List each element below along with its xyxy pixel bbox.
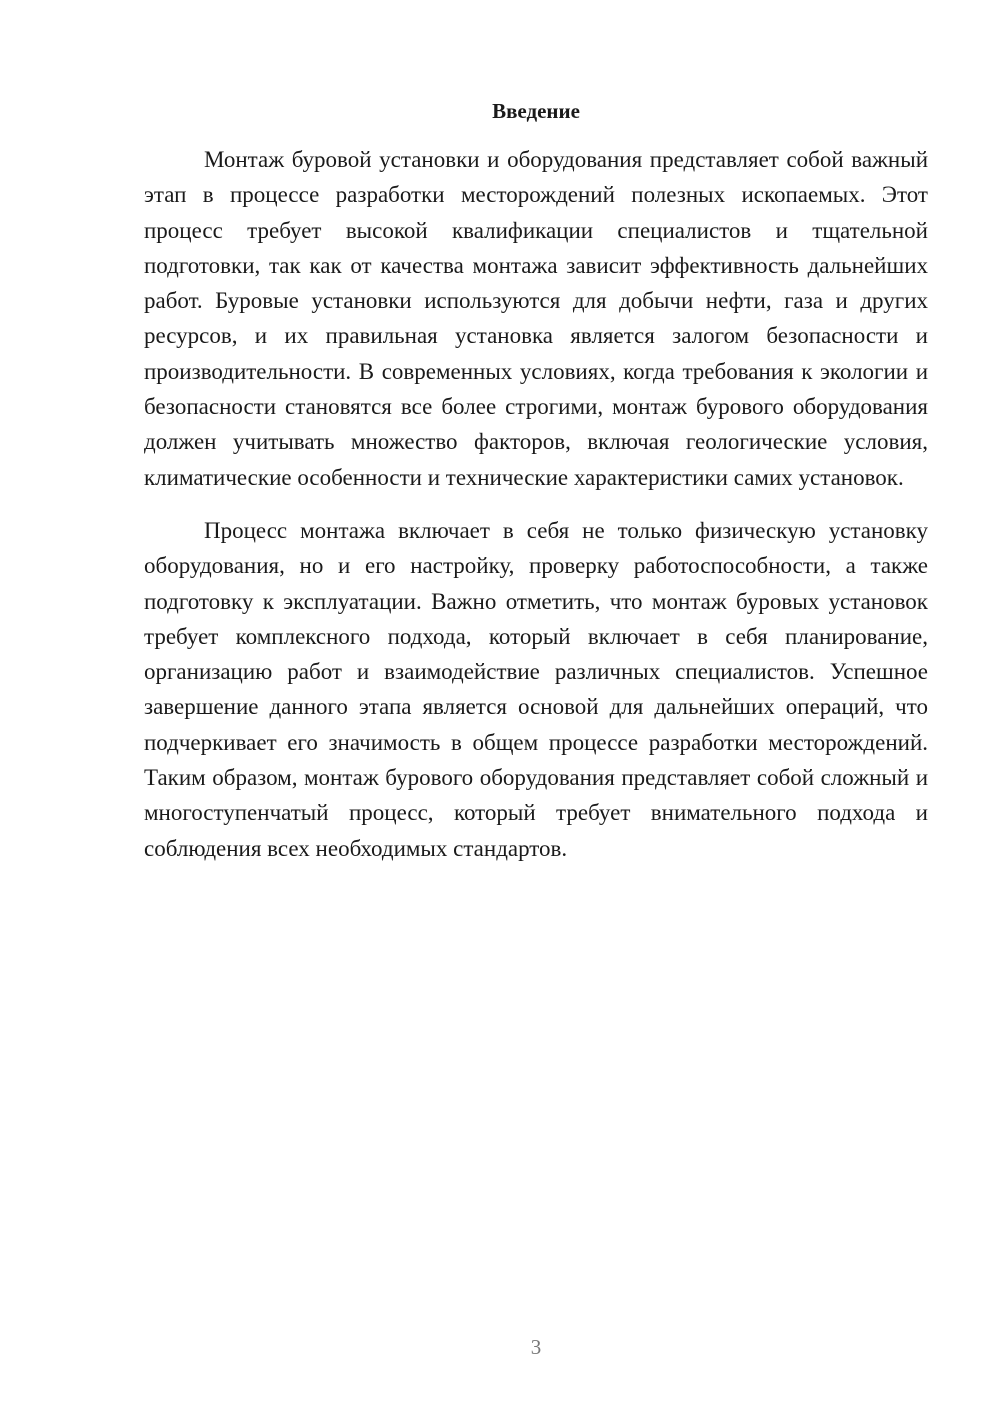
paragraph-1: Монтаж буровой установки и оборудования представляет собой важный этап в процессе разработки месторождений полезных ископаемых. Этот процесс требует высокой квалификации специалистов и тщательной подготовки, так как от качества монтажа зависит эффективность дальнейших работ. Буровые установки используются для добычи нефти, газа и других ресурсов, и их правильная установка является залогом безопасности и производительности. В современных условиях, когда требования к экологии и безопасности становятся все более строгими, монтаж бурового оборудования должен учитывать множество факторов, включая геологические условия, климатические особенности и технические характеристики самих установок. [144, 147, 928, 490]
body-text [144, 142, 928, 866]
section-heading: Введение [492, 99, 580, 123]
paragraph-2: Процесс монтажа включает в себя не только физическую установку оборудования, но и его настройку, проверку работоспособности, а также подготовку к эксплуатации. Важно отметить, что монтаж буровых установок требует комплексного подхода, который включает в себя планирование, организацию работ и взаимодействие различных специалистов. Успешное завершение данного этапа является основой для дальнейших операций, что подчеркивает его значимость в общем процессе разработки месторождений. Таким образом, монтаж бурового оборудования представляет собой сложный и многоступенчатый процесс, который требует внимательного подхода и соблюдения всех необходимых стандартов. [144, 517, 928, 861]
page-number: 3 [530, 1335, 542, 1359]
